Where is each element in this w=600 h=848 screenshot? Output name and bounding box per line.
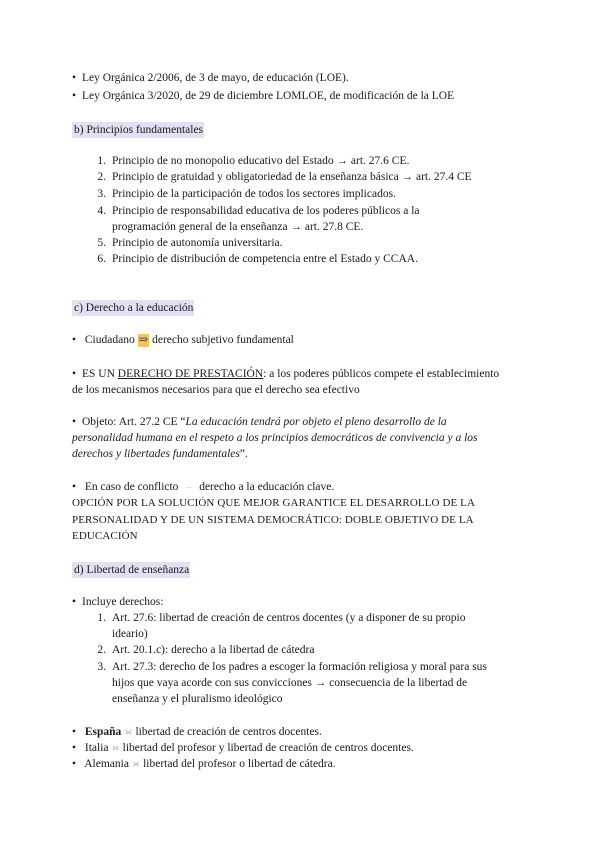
principle-item-3: 3. Principio de la participación de todos los sectores implicados. xyxy=(97,188,396,200)
derecho-item-3: 3. Art. 27.3: derecho de los padres a escoger la formación religiosa y moral para sus xyxy=(97,661,487,673)
derecho-prestacion-term: DERECHO DE PRESTACIÓN xyxy=(117,368,264,380)
arrow-icon: → xyxy=(185,483,193,492)
incluye-derechos-line: • Incluye derechos: xyxy=(72,594,163,610)
principle-item-6: 6. Principio de distribución de competencia entre el Estado y CCAA. xyxy=(97,253,418,265)
country-espana: • España ⟗ libertad de creación de centros docentes. xyxy=(72,724,322,740)
principle-item-1: 1. Principio de no monopolio educativo del Estado → art. 27.6 CE. xyxy=(97,155,410,167)
principle-item-5: 5. Principio de autonomía universitaria. xyxy=(97,237,283,249)
section-c-title: c) Derecho a la educación xyxy=(74,302,194,314)
country-italia: • Italia ⟗ libertad del profesor y libertad de creación de centros docentes. xyxy=(72,740,414,756)
principle-item-2: 2. Principio de gratuidad y obligatoriedad de la enseñanza básica → art. 27.4 CE xyxy=(97,171,472,183)
law-loe: • Ley Orgánica 2/2006, de 3 de mayo, de educación (LOE). xyxy=(72,70,349,86)
prestacion-line: • ES UN DERECHO DE PRESTACIÓN: a los poderes públicos compete el establecimiento xyxy=(72,366,499,382)
bowtie-icon: ⟗ xyxy=(132,760,140,769)
principle-item-4: 4. Principio de responsabilidad educativa de los poderes públicos a la xyxy=(97,205,420,217)
double-arrow-icon: ⇒ xyxy=(138,334,149,346)
section-d-title: d) Libertad de enseñanza xyxy=(74,564,190,576)
section-b-heading xyxy=(72,122,204,138)
objeto-quote-line-2: personalidad humana en el respeto a los principios democráticos de convivencia y a los xyxy=(72,432,478,444)
section-b-title: b) Principios fundamentales xyxy=(74,124,204,136)
section-c-heading xyxy=(72,300,194,316)
conflicto-caps-line-3: EDUCACIÓN xyxy=(72,530,138,542)
objeto-quote-line-3: derechos y libertades fundamentales”. xyxy=(72,448,248,460)
law-lomloe: • Ley Orgánica 3/2020, de 29 de diciembre LOMLOE, de modificación de la LOE xyxy=(72,88,454,104)
derecho-item-1-continuation: ideario) xyxy=(112,628,148,640)
country-alemania: • Alemania ⟗ libertad del profesor o libertad de cátedra. xyxy=(72,756,336,772)
objeto-line: • Objeto: Art. 27.2 CE “La educación tendrá por objeto el pleno desarrollo de la xyxy=(72,414,447,430)
conflicto-caps-line-1: OPCIÓN POR LA SOLUCIÓN QUE MEJOR GARANTICE EL DESARROLLO DE LA xyxy=(72,497,476,509)
derecho-item-3-continuation-2: enseñanza y el pluralismo ideológico xyxy=(112,693,283,705)
conflicto-line: • En caso de conflicto → derecho a la educación clave. xyxy=(72,479,334,495)
derecho-item-2: 2. Art. 20.1.c): derecho a la libertad de cátedra xyxy=(97,644,315,656)
section-d-heading xyxy=(72,562,190,578)
bowtie-icon: ⟗ xyxy=(112,744,119,753)
conflicto-caps-line-2: PERSONALIDAD Y DE UN SISTEMA DEMOCRÁTICO: DOBLE OBJETIVO DE LA xyxy=(72,514,474,526)
prestacion-line-2: de los mecanismos necesarios para que el derecho sea efectivo xyxy=(72,384,360,396)
derecho-item-1: 1. Art. 27.6: libertad de creación de centros docentes (y a disponer de su propio xyxy=(97,612,466,624)
ciudadano-line: • Ciudadano ⇒ derecho subjetivo fundamental xyxy=(72,332,294,348)
bowtie-icon: ⟗ xyxy=(125,728,132,737)
derecho-item-3-continuation: hijos que vaya acorde con sus convicciones → consecuencia de la libertad de xyxy=(112,677,468,689)
principle-item-4-continuation: programación general de la enseñanza → art. 27.8 CE. xyxy=(112,221,364,233)
